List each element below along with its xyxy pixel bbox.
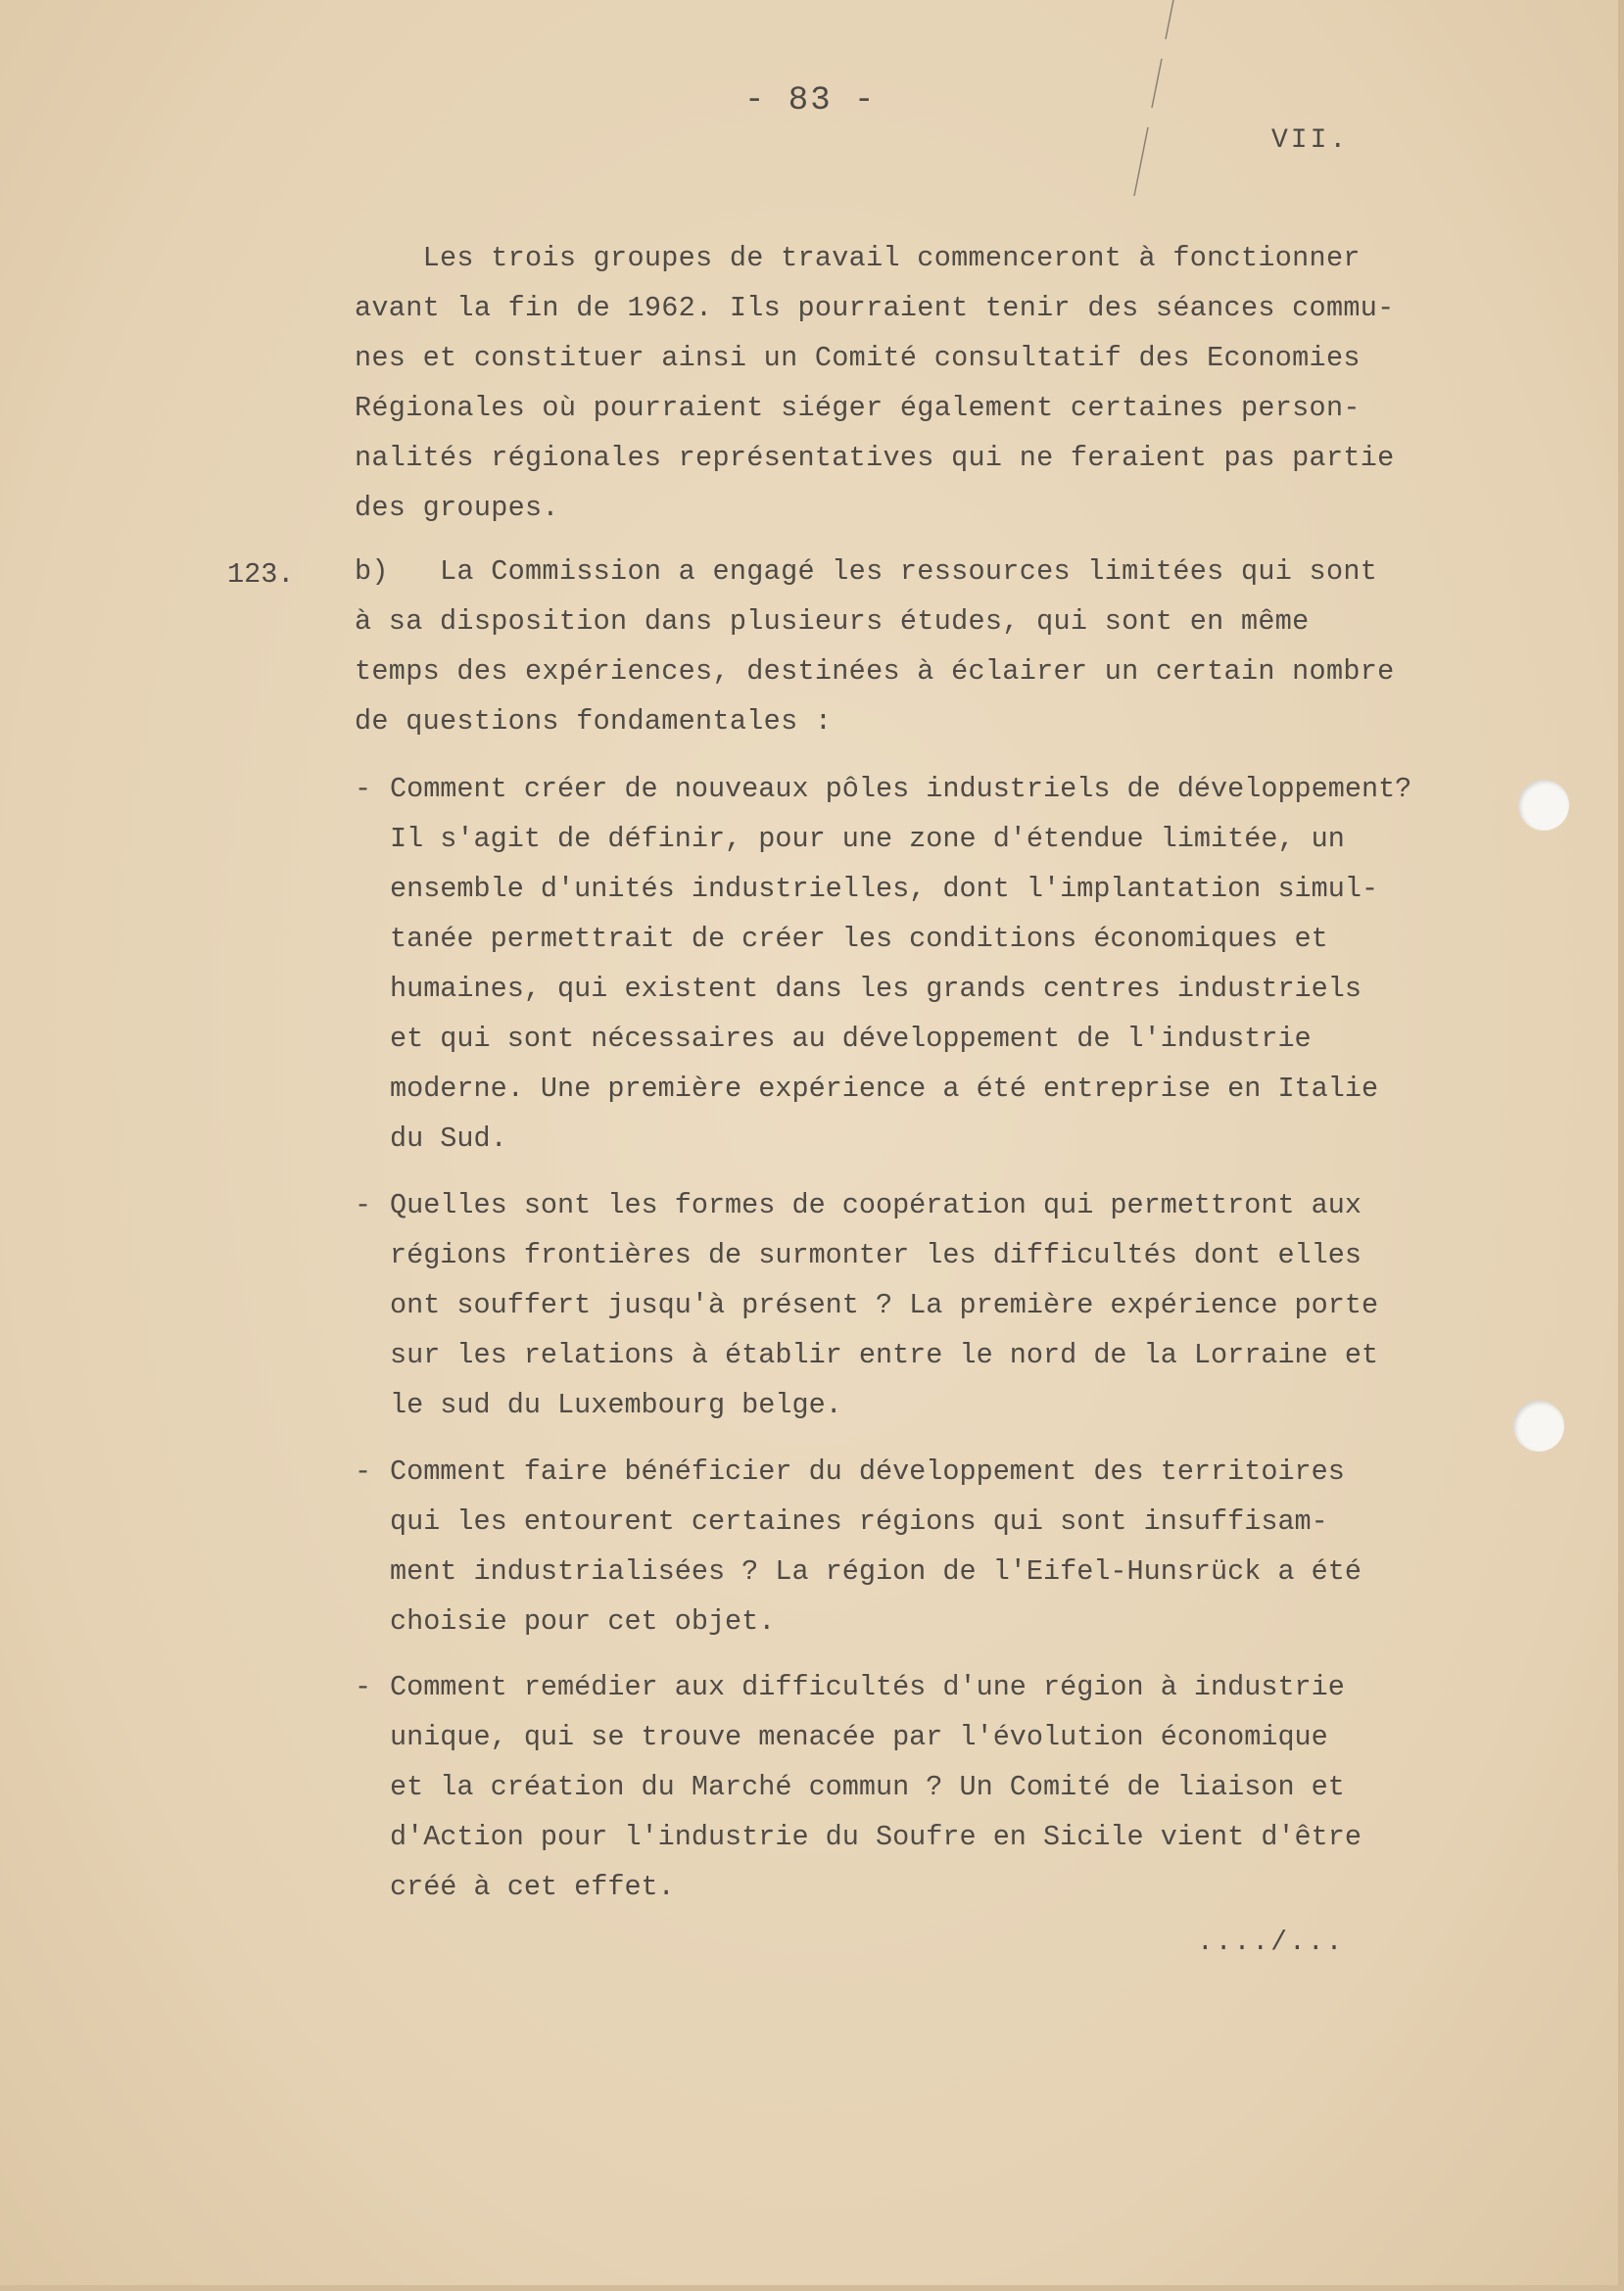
paragraph-number: 123. xyxy=(227,558,295,591)
text-line: nes et constituer ainsi un Comité consultatif des Economies xyxy=(355,342,1361,374)
punch-hole xyxy=(1513,1401,1564,1452)
paragraph-intro xyxy=(355,233,1412,533)
text-line: ment industrialisées ? La région de l'Eifel-Hunsrück a été xyxy=(390,1555,1361,1588)
text-line: temps des expériences, destinées à éclairer un certain nombre xyxy=(355,655,1395,688)
section-marker: VII. xyxy=(1271,125,1350,156)
text-line: d'Action pour l'industrie du Soufre en Sicile vient d'être xyxy=(390,1821,1361,1853)
text-line: unique, qui se trouve menacée par l'évolution économique xyxy=(390,1721,1328,1753)
text-line: choisie pour cet objet. xyxy=(390,1605,776,1638)
item-dash: - xyxy=(355,1189,372,1221)
text-line: moderne. Une première expérience a été entreprise en Italie xyxy=(390,1073,1379,1105)
text-line: avant la fin de 1962. Ils pourraient tenir des séances commu- xyxy=(355,292,1395,324)
text-line: du Sud. xyxy=(390,1122,507,1155)
text-line: régions frontières de surmonter les difficultés dont elles xyxy=(390,1239,1361,1271)
text-line: et qui sont nécessaires au développement de l'industrie xyxy=(390,1023,1312,1055)
text-line: des groupes. xyxy=(355,492,559,524)
page-edge-right xyxy=(1618,0,1624,2291)
page-edge-bottom xyxy=(0,2285,1624,2291)
text-line: tanée permettrait de créer les conditions économiques et xyxy=(390,923,1328,955)
text-line: Régionales où pourraient siéger également certaines person- xyxy=(355,392,1361,424)
text-line: ensemble d'unités industrielles, dont l'implantation simul- xyxy=(390,873,1379,905)
text-line: créé à cet effet. xyxy=(390,1871,675,1903)
text-line: Comment remédier aux difficultés d'une région à industrie xyxy=(390,1671,1345,1703)
pencil-margin-line xyxy=(1117,0,1175,196)
text-line: humaines, qui existent dans les grands centres industriels xyxy=(390,973,1361,1005)
text-line: qui les entourent certaines régions qui sont insuffisam- xyxy=(390,1505,1328,1538)
continuation-marker: ..../... xyxy=(1197,1928,1345,1958)
text-line: b) La Commission a engagé les ressources limitées qui sont xyxy=(355,555,1378,588)
text-line: à sa disposition dans plusieurs études, qui sont en même xyxy=(355,605,1310,638)
page-number: - 83 - xyxy=(744,82,877,119)
text-line: Quelles sont les formes de coopération qui permettront aux xyxy=(390,1189,1361,1221)
text-line: le sud du Luxembourg belge. xyxy=(390,1389,842,1421)
item-dash: - xyxy=(355,1671,372,1703)
text-line: Il s'agit de définir, pour une zone d'étendue limitée, un xyxy=(390,823,1345,855)
text-line: Comment faire bénéficier du développement des territoires xyxy=(390,1456,1345,1488)
text-line: de questions fondamentales : xyxy=(355,705,833,738)
paragraph-123 xyxy=(355,547,1412,746)
item-dash: - xyxy=(355,1456,372,1488)
text-line: Comment créer de nouveaux pôles industriels de développement? xyxy=(390,773,1412,805)
text-line: ont souffert jusqu'à présent ? La première expérience porte xyxy=(390,1289,1379,1321)
text-line: sur les relations à établir entre le nord de la Lorraine et xyxy=(390,1339,1379,1371)
punch-hole xyxy=(1518,780,1569,831)
text-line: nalités régionales représentatives qui ne feraient pas partie xyxy=(355,442,1395,474)
item-dash: - xyxy=(355,773,372,805)
text-line: Les trois groupes de travail commenceront à fonctionner xyxy=(355,242,1361,274)
text-line: et la création du Marché commun ? Un Comité de liaison et xyxy=(390,1771,1345,1803)
